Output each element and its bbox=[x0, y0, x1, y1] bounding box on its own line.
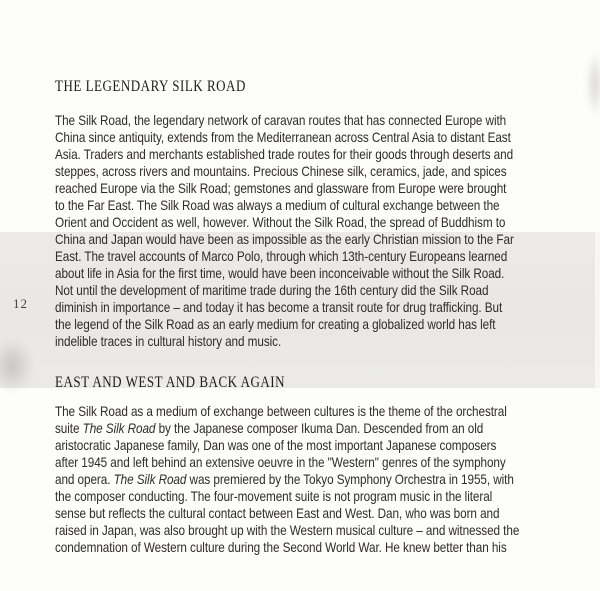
section-heading-east-and-west: EAST AND WEST AND BACK AGAIN bbox=[55, 374, 286, 391]
text-line bbox=[55, 522, 600, 539]
page-number: 12 bbox=[13, 296, 28, 311]
text-segment: by the Japanese composer Ikuma Dan. Descended from an old bbox=[155, 420, 484, 436]
text-line bbox=[55, 231, 600, 248]
text-segment: was premiered by the Tokyo Symphony Orchestra in 1955, with bbox=[186, 471, 514, 487]
paragraph-east-and-west bbox=[55, 403, 600, 556]
text-segment: Not until the development of maritime trade during the 16th century did the Silk Road bbox=[55, 282, 489, 298]
text-segment: the legend of the Silk Road as an early medium for creating a globalized world has left bbox=[55, 316, 496, 332]
text-line bbox=[55, 112, 600, 129]
text-line bbox=[55, 488, 600, 505]
text-segment: The Silk Road as a medium of exchange between cultures is the theme of the orchestral bbox=[55, 403, 507, 419]
text-segment: to the Far East. The Silk Road was always a medium of cultural exchange between the bbox=[55, 197, 500, 213]
text-segment: East. The travel accounts of Marco Polo, through which 13th-century Europeans learned bbox=[55, 248, 508, 264]
italic-work-title: The Silk Road bbox=[113, 471, 187, 487]
text-segment: The Silk Road, the legendary network of caravan routes that has connected Europe with bbox=[55, 112, 507, 128]
text-line bbox=[55, 214, 600, 231]
text-segment: suite bbox=[55, 420, 83, 436]
text-line bbox=[55, 316, 600, 333]
text-line bbox=[55, 471, 600, 488]
text-line bbox=[55, 248, 600, 265]
text-segment: aristocratic Japanese family, Dan was one of the most important Japanese composers bbox=[55, 437, 497, 453]
italic-work-title: The Silk Road bbox=[82, 420, 156, 436]
text-line bbox=[55, 403, 600, 420]
scan-smudge-left bbox=[0, 338, 34, 394]
text-segment: raised in Japan, was also brought up with the Western musical culture – and witnessed the bbox=[55, 522, 520, 538]
text-segment: Orient and Occident as well, however. Without the Silk Road, the spread of Buddhism to bbox=[55, 214, 506, 230]
text-segment: China and Japan would have been as impossible as the early Christian mission to the Far bbox=[55, 231, 514, 247]
text-segment: and opera. bbox=[55, 471, 114, 487]
text-line bbox=[55, 454, 600, 471]
text-segment: Asia. Traders and merchants established trade routes for their goods through deserts and bbox=[55, 146, 514, 162]
text-segment: China since antiquity, extends from the Mediterranean across Central Asia to distant East bbox=[55, 129, 511, 145]
text-segment: after 1945 and left behind an extensive oeuvre in the "Western" genres of the symphony bbox=[55, 454, 506, 470]
text-line bbox=[55, 197, 600, 214]
text-line bbox=[55, 299, 600, 316]
section-heading-legendary-silk-road: THE LEGENDARY SILK ROAD bbox=[55, 78, 246, 95]
text-line bbox=[55, 437, 600, 454]
paragraph-legendary-silk-road bbox=[55, 112, 600, 350]
text-line bbox=[55, 282, 600, 299]
text-line bbox=[55, 265, 600, 282]
text-line bbox=[55, 129, 600, 146]
text-segment: sense but reflects the cultural contact between East and West. Dan, who was born and bbox=[55, 505, 500, 521]
text-line bbox=[55, 505, 600, 522]
text-line bbox=[55, 333, 600, 350]
text-segment: steppes, across rivers and mountains. Precious Chinese silk, ceramics, jade, and spices bbox=[55, 163, 507, 179]
text-segment: about life in Asia for the first time, would have been inconceivable without the Silk Road. bbox=[55, 265, 505, 281]
text-segment: indelible traces in cultural history and music. bbox=[55, 333, 282, 349]
text-segment: reached Europe via the Silk Road; gemstones and glassware from Europe were brought bbox=[55, 180, 507, 196]
text-line bbox=[55, 180, 600, 197]
text-line bbox=[55, 539, 600, 556]
text-segment: diminish in importance – and today it has become a transit route for drug trafficking. But bbox=[55, 299, 503, 315]
text-line bbox=[55, 146, 600, 163]
text-line bbox=[55, 420, 600, 437]
text-line bbox=[55, 163, 600, 180]
text-segment: the composer conducting. The four-movement suite is not program music in the literal bbox=[55, 488, 493, 504]
text-segment: condemnation of Western culture during the Second World War. He knew better than his bbox=[55, 539, 507, 555]
